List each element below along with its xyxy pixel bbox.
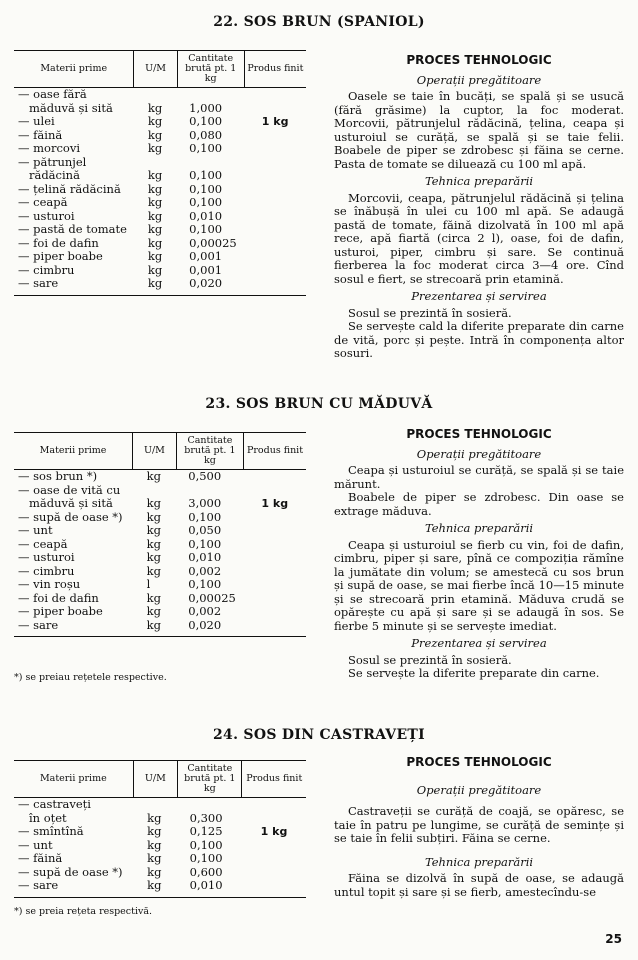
unit-of-measure: kg: [147, 141, 163, 155]
header-materii: Materii prime: [14, 761, 133, 798]
section-text: Morcovii, ceapa, pătrunjelul rădăcină și țelina se înăbușă în ulei cu 100 ml apă. Se adaugă pastă de tomate, făină dizolvată în 100 ml apă rece, apă fiartă (circa 2 l), oase, foi de dafin, usturoi, piper, cimbru și sare. Se continuă fierberea la foc moderat circa 3—4 ore. Cînd sosul e fiert, se strecoară prin etamină.: [334, 190, 624, 286]
ingredient-name: — castraveți în oțet: [18, 797, 91, 825]
table-row: [14, 129, 306, 143]
section-title: Operații pregătitoare: [416, 446, 542, 461]
table-row: [14, 511, 306, 525]
header-cantitate: Cantitate brută pt. 1 kg: [178, 761, 242, 798]
unit-of-measure: kg: [147, 195, 163, 209]
section-title: Prezentarea și servirea: [411, 636, 547, 650]
ingredient-name: — sare: [14, 277, 134, 295]
finished-product: [242, 839, 306, 853]
finished-product: [244, 223, 306, 237]
unit-of-measure: kg: [147, 100, 163, 115]
section-text: Ceapa și usturoiul se fierb cu vin, foi de dafin, cimbru, piper și sare, pînă ce compoziția rămîne la jumătate din volum; se amestecă cu sos brun și supă de oase, se mai fierbe încă 10—15 minute și se strecoară prin etamină. Măduva crudă se opărește cu apă și sare și se adaugă în sos. Se fierbe 5 minute și se servește imediat.: [334, 537, 624, 633]
finished-product: [244, 250, 306, 264]
quantity: 0,002: [188, 604, 222, 618]
recipe-22-process: [334, 54, 624, 361]
table-row: [14, 605, 306, 619]
quantity: 0,00025: [188, 590, 236, 605]
table-row: [14, 250, 306, 264]
quantity: 0,050: [188, 523, 222, 537]
unit-of-measure: kg: [147, 837, 162, 852]
header-cantitate: Cantitate brută pt. 1 kg: [176, 433, 243, 470]
ingredient-name: — supă de oase *): [18, 509, 123, 524]
table-row: [14, 115, 306, 129]
quantity: 0,500: [188, 469, 222, 483]
section-title: Tehnica preparării: [424, 854, 534, 869]
quantity: 0,010: [188, 550, 222, 564]
recipe-23-ingredients-table: [14, 432, 306, 637]
finished-product: [244, 511, 306, 525]
table-row: [14, 183, 306, 197]
finished-product: [244, 142, 306, 156]
quantity: 0,080: [189, 127, 223, 142]
finished-product: [244, 196, 306, 210]
quantity: 0,100: [188, 509, 222, 524]
quantity: 0,100: [188, 577, 222, 591]
unit-of-measure: kg: [146, 509, 161, 524]
ingredient-name: — piper boabe: [18, 604, 103, 618]
finished-product: [244, 524, 306, 538]
table-row: [14, 156, 306, 183]
ingredient-name: — usturoi: [18, 550, 75, 564]
unit-of-measure: kg: [146, 590, 161, 605]
table-row: [14, 578, 306, 592]
process-heading: PROCES TEHNOLOGIC: [406, 427, 552, 441]
finished-product: [244, 538, 306, 552]
ingredient-name: — foi de dafin: [18, 235, 99, 250]
ingredient-name: — ulei: [18, 114, 55, 128]
section-text: Se servește cald la diferite preparate din carne de vită, porc și pește. Intră în componența altor sosuri.: [334, 319, 624, 360]
table-row: [14, 142, 306, 156]
finished-product: [244, 88, 306, 116]
quantity: 0,100: [189, 181, 223, 196]
unit-of-measure: kg: [146, 523, 161, 537]
recipe-23-process: [334, 428, 624, 681]
finished-product: [242, 879, 306, 897]
header-materii: Materii prime: [14, 433, 133, 470]
section-text: Boabele de piper se zdrobesc. Din oase se extrage măduva.: [334, 490, 624, 518]
finished-product: [242, 852, 306, 866]
header-um: U/M: [133, 761, 177, 798]
ingredient-name: — smîntînă: [18, 824, 84, 838]
section-text: Sosul se prezintă în sosieră.: [348, 652, 512, 667]
finished-product: [242, 798, 306, 826]
finished-product: [244, 264, 306, 278]
finished-product: 1 kg: [260, 825, 288, 838]
ingredient-name: — pastă de tomate: [18, 222, 127, 236]
quantity: 0,100: [189, 168, 223, 182]
ingredient-name: — piper boabe: [18, 249, 103, 263]
section-text: Oasele se taie în bucăți, se spală și se usucă (fără grăsime) la cuptor, la foc moderat. Morcovii, pătrunjelul rădăcină, țelina, ceapa și usturoiul se curăță, se spală și se taie felii. Boabele de piper se zdrobesc și făina se cerne. Pasta de tomate se diluează cu 100 ml apă.: [334, 89, 624, 171]
section-title: Prezentarea și servirea: [411, 289, 547, 303]
finished-product: [244, 470, 306, 484]
quantity: 0,002: [188, 563, 222, 578]
section-text: Castraveții se curăță de coajă, se opăresc, se taie în patru pe lungime, se curăță de semințe și se taie în felii subțiri. Făina se cerne.: [334, 804, 624, 845]
recipe-24-title: 24. SOS DIN CASTRAVEȚI: [213, 727, 425, 743]
unit-of-measure: kg: [147, 168, 163, 182]
section-text: Făina se dizolvă în supă de oase, se adaugă untul topit și sare și se fierb, amestecîndu-se: [334, 871, 624, 899]
quantity: 0,100: [189, 222, 223, 236]
ingredient-name: — unt: [18, 837, 53, 852]
recipe-22-ingredients-table: [14, 50, 306, 296]
ingredient-name: — morcovi: [18, 141, 81, 155]
table-row: [14, 470, 306, 484]
table-row: [14, 196, 306, 210]
table-row: [14, 484, 306, 511]
unit-of-measure: kg: [147, 249, 163, 263]
unit-of-measure: l: [146, 577, 151, 591]
finished-product: [244, 619, 306, 637]
section-text: Ceapa și usturoiul se curăță, se spală și se taie mărunt.: [334, 463, 624, 491]
recipe-23-footnote: *) se preiau rețetele respective.: [14, 672, 167, 683]
ingredient-name: — sos brun *): [18, 469, 98, 483]
unit-of-measure: kg: [146, 563, 161, 578]
section-title: Tehnica preparării: [424, 521, 534, 535]
ingredient-name: — pătrunjel rădăcină: [18, 154, 87, 182]
recipe-24-ingredients-table: [14, 760, 306, 898]
finished-product: 1 kg: [261, 497, 289, 510]
ingredient-name: — făină: [18, 127, 63, 142]
finished-product: [242, 866, 306, 880]
finished-product: [244, 183, 306, 197]
quantity: 0,001: [189, 249, 223, 263]
unit-of-measure: kg: [147, 222, 163, 236]
ingredient-name: — făină: [18, 851, 63, 865]
unit-of-measure: kg: [146, 469, 161, 483]
ingredient-name: — țelină rădăcină: [18, 181, 121, 196]
unit-of-measure: kg: [147, 262, 163, 277]
ingredient-name: — usturoi: [18, 208, 75, 223]
header-um: U/M: [133, 433, 177, 470]
ingredient-name: — unt: [18, 523, 53, 537]
recipe-23-title: 23. SOS BRUN CU MĂDUVĂ: [205, 396, 433, 412]
finished-product: 1 kg: [261, 115, 289, 128]
finished-product: [244, 237, 306, 251]
ingredient-name: — ceapă: [18, 536, 68, 551]
unit-of-measure: kg: [147, 127, 163, 142]
header-um: U/M: [134, 51, 177, 88]
page-number: 25: [605, 932, 622, 946]
quantity: 0,100: [188, 536, 222, 551]
section-text: Se servește la diferite preparate din carne.: [348, 666, 600, 680]
ingredient-name: — supă de oase *): [18, 864, 123, 879]
header-materii: Materii prime: [14, 51, 134, 88]
header-produs: Produs finit: [244, 433, 306, 470]
finished-product: [244, 129, 306, 143]
table-row: [14, 551, 306, 565]
header-cantitate: Cantitate brută pt. 1 kg: [177, 51, 244, 88]
unit-of-measure: kg: [147, 208, 163, 223]
table-row: [14, 277, 306, 295]
ingredient-name: — oase fără măduvă și sită: [18, 87, 113, 115]
quantity: 0,125: [189, 824, 223, 838]
finished-product: [244, 592, 306, 606]
recipe-24-footnote: *) se preia rețeta respectivă.: [14, 906, 153, 917]
finished-product: [244, 551, 306, 565]
quantity: 1,000: [189, 100, 223, 115]
table-row: [14, 538, 306, 552]
section-title: Operații pregătitoare: [416, 782, 542, 797]
table-row: [14, 619, 306, 637]
quantity: 0,010: [178, 879, 242, 897]
finished-product: [244, 210, 306, 224]
finished-product: [244, 156, 306, 183]
finished-product: [244, 277, 306, 295]
table-row: [14, 237, 306, 251]
table-row: [14, 88, 306, 116]
finished-product: [244, 565, 306, 579]
table-row: [14, 852, 306, 866]
unit-of-measure: kg: [146, 536, 161, 551]
finished-product: [244, 578, 306, 592]
unit-of-measure: kg: [146, 604, 161, 618]
header-produs: Produs finit: [242, 761, 306, 798]
process-heading: PROCES TEHNOLOGIC: [406, 53, 552, 67]
ingredient-name: — sare: [14, 619, 133, 637]
quantity: 0,00025: [189, 235, 237, 250]
recipe-24-process: [334, 756, 624, 899]
unit-of-measure: kg: [147, 864, 162, 879]
quantity: 0,010: [189, 208, 223, 223]
quantity: 0,600: [189, 864, 223, 879]
unit-of-measure: kg: [134, 277, 177, 295]
unit-of-measure: kg: [147, 851, 162, 865]
ingredient-name: — cimbru: [18, 262, 75, 277]
table-row: [14, 798, 306, 826]
section-title: Tehnica preparării: [424, 174, 534, 188]
ingredient-name: — vin roșu: [18, 577, 81, 591]
quantity: 0,100: [189, 141, 223, 155]
quantity: 0,100: [189, 114, 223, 128]
table-row: [14, 592, 306, 606]
table-row: [14, 839, 306, 853]
table-row: [14, 264, 306, 278]
unit-of-measure: kg: [147, 114, 163, 128]
table-row: [14, 223, 306, 237]
unit-of-measure: kg: [133, 619, 177, 637]
table-row: [14, 565, 306, 579]
table-row: [14, 866, 306, 880]
ingredient-name: — sare: [14, 879, 133, 897]
ingredient-name: — cimbru: [18, 563, 75, 578]
quantity: 0,100: [189, 837, 223, 852]
table-row: [14, 879, 306, 897]
section-text: Sosul se prezintă în sosieră.: [348, 305, 512, 320]
table-row: [14, 210, 306, 224]
section-title: Operații pregătitoare: [416, 72, 542, 87]
unit-of-measure: kg: [133, 879, 177, 897]
ingredient-name: — foi de dafin: [18, 590, 99, 605]
unit-of-measure: kg: [147, 235, 163, 250]
table-row: [14, 524, 306, 538]
quantity: 0,100: [189, 195, 223, 209]
unit-of-measure: kg: [147, 824, 162, 838]
quantity: 3,000: [188, 496, 222, 510]
header-produs: Produs finit: [244, 51, 306, 88]
finished-product: [244, 605, 306, 619]
unit-of-measure: kg: [146, 550, 161, 564]
ingredient-name: — oase de vită cu măduvă și sită: [18, 482, 121, 510]
quantity: 0,001: [189, 262, 223, 277]
unit-of-measure: kg: [146, 496, 161, 510]
quantity: 0,300: [189, 810, 223, 825]
quantity: 0,020: [176, 619, 243, 637]
quantity: 0,100: [189, 851, 223, 865]
quantity: 0,020: [177, 277, 244, 295]
unit-of-measure: kg: [147, 181, 163, 196]
table-row: [14, 825, 306, 839]
process-heading: PROCES TEHNOLOGIC: [406, 755, 552, 769]
recipe-22-title: 22. SOS BRUN (SPANIOL): [213, 14, 425, 30]
ingredient-name: — ceapă: [18, 195, 68, 209]
unit-of-measure: kg: [147, 810, 162, 825]
